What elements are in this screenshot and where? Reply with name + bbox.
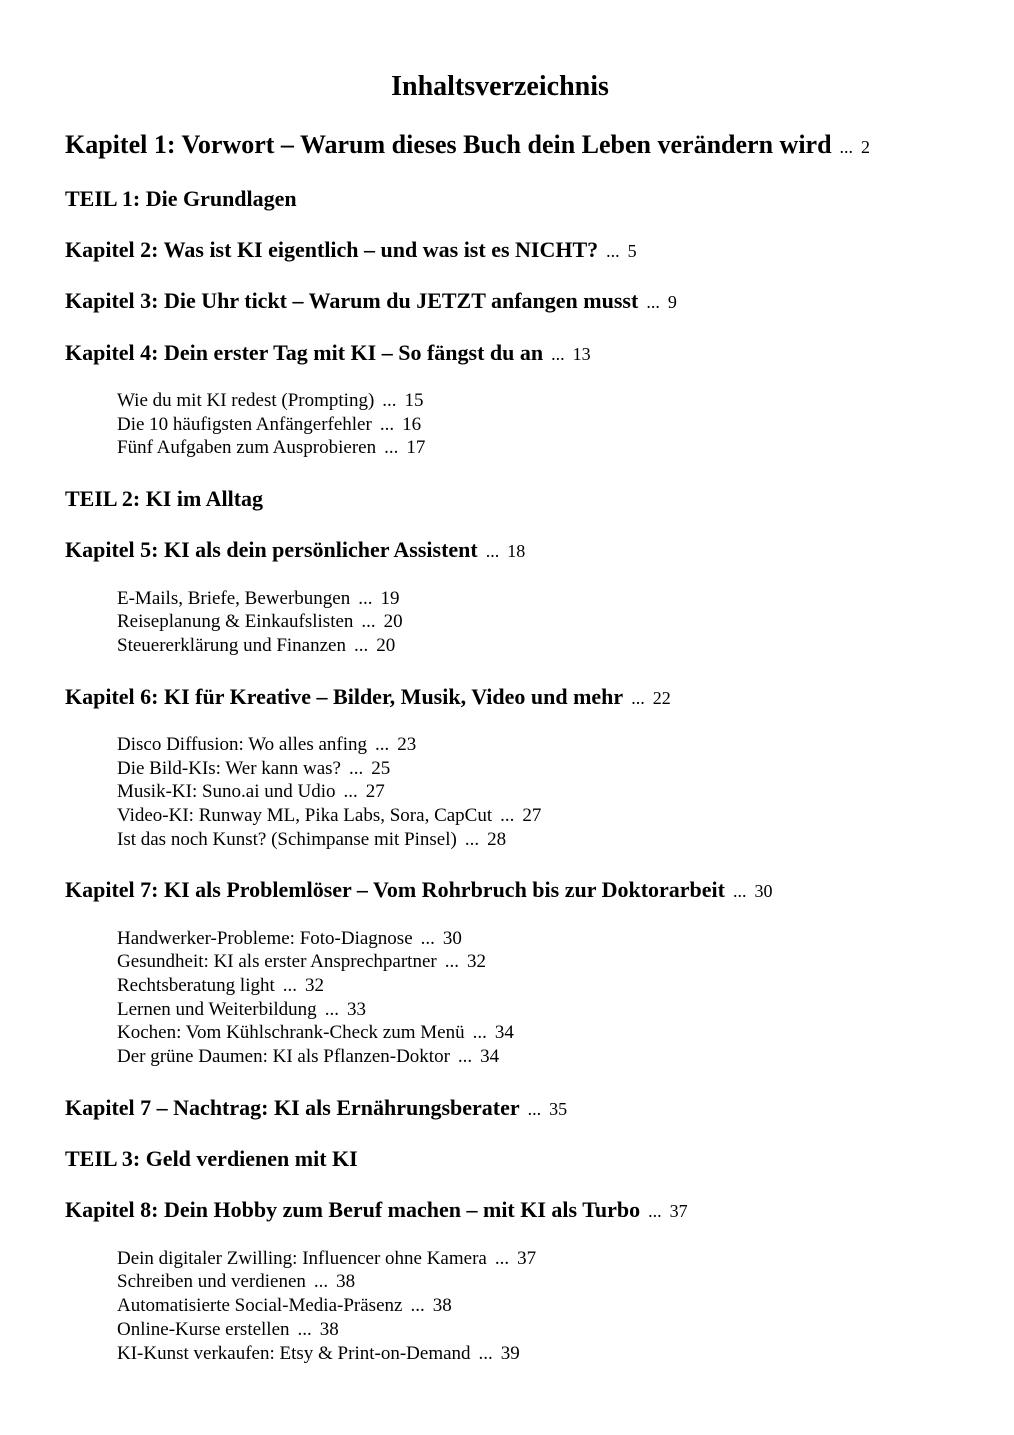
toc-dots: ... xyxy=(361,611,376,632)
toc-entry-label: Kapitel 2: Was ist KI eigentlich – und was ist es NICHT? xyxy=(65,237,599,262)
toc-dots: ... xyxy=(313,1271,329,1292)
toc-subentry-label: Der grüne Daumen: KI als Pflanzen-Doktor xyxy=(117,1046,450,1067)
toc-subentry[interactable] xyxy=(117,1021,514,1045)
toc-subentry-label: Ist das noch Kunst? (Schimpanse mit Pinsel) xyxy=(117,829,457,850)
toc-dots: ... xyxy=(478,1343,493,1364)
toc-entry-chapter-6[interactable] xyxy=(65,683,671,712)
toc-dots: ... xyxy=(282,975,298,996)
toc-entry-label: Kapitel 7: KI als Problemlöser – Vom Rohrbruch bis zur Doktorarbeit xyxy=(65,877,725,902)
toc-dots: ... xyxy=(648,1201,662,1221)
toc-entry-label: Kapitel 8: Dein Hobby zum Beruf machen – mit KI als Turbo xyxy=(65,1197,641,1222)
toc-subentry-label: Kochen: Vom Kühlschrank-Check zum Menü xyxy=(117,1022,465,1043)
toc-subentry-label: Video-KI: Runway ML, Pika Labs, Sora, CapCut xyxy=(117,805,493,826)
toc-entry-label: Kapitel 7 – Nachtrag: KI als Ernährungsberater xyxy=(65,1095,520,1120)
toc-subentry[interactable] xyxy=(117,998,366,1022)
toc-page-number: 20 xyxy=(376,635,396,656)
toc-subentry[interactable] xyxy=(117,927,462,951)
toc-subentry-label: Reiseplanung & Einkaufslisten xyxy=(117,611,354,632)
toc-page-number: 5 xyxy=(627,241,637,261)
toc-page-number: 18 xyxy=(507,541,526,561)
toc-dots: ... xyxy=(457,1046,473,1067)
toc-entry-chapter-7-addendum[interactable] xyxy=(65,1094,567,1123)
toc-entry-chapter-1[interactable] xyxy=(65,129,870,163)
toc-dots: ... xyxy=(420,928,435,949)
toc-subentry[interactable] xyxy=(117,634,395,658)
toc-page-number: 28 xyxy=(487,829,507,850)
toc-subentry[interactable] xyxy=(117,950,486,974)
toc-subentry[interactable] xyxy=(117,413,421,437)
toc-page-number: 37 xyxy=(517,1248,537,1269)
toc-page-number: 33 xyxy=(346,999,366,1020)
toc-dots: ... xyxy=(343,781,358,802)
toc-subentry-label: Handwerker-Probleme: Foto-Diagnose xyxy=(117,928,413,949)
toc-page-number: 22 xyxy=(652,688,671,708)
toc-entry-label: Kapitel 4: Dein erster Tag mit KI – So fängst du an xyxy=(65,340,544,365)
toc-page-number: 20 xyxy=(383,611,403,632)
toc-entry-chapter-3[interactable] xyxy=(65,287,677,316)
toc-dots: ... xyxy=(410,1295,425,1316)
toc-page-number: 38 xyxy=(336,1271,356,1292)
toc-subentry[interactable] xyxy=(117,780,385,804)
toc-dots: ... xyxy=(631,688,645,708)
toc-subentry-label: Online-Kurse erstellen xyxy=(117,1319,290,1340)
toc-subentry-label: Musik-KI: Suno.ai und Udio xyxy=(117,781,336,802)
toc-subentry[interactable] xyxy=(117,804,541,828)
toc-page-number: 16 xyxy=(402,414,422,435)
toc-dots: ... xyxy=(500,805,515,826)
toc-dots: ... xyxy=(348,758,364,779)
toc-entry-chapter-8[interactable] xyxy=(65,1196,688,1225)
toc-dots: ... xyxy=(324,999,339,1020)
page-title: Inhaltsverzeichnis xyxy=(391,71,609,102)
toc-subentry[interactable] xyxy=(117,1270,355,1294)
toc-page-number: 39 xyxy=(500,1343,520,1364)
toc-subentry-label: KI-Kunst verkaufen: Etsy & Print-on-Demand xyxy=(117,1343,471,1364)
toc-subentry[interactable] xyxy=(117,733,416,757)
toc-subentry-label: Die Bild-KIs: Wer kann was? xyxy=(117,758,341,779)
toc-page-number: 27 xyxy=(365,781,385,802)
toc-page-number: 38 xyxy=(319,1319,339,1340)
toc-page-number: 13 xyxy=(572,344,591,364)
toc-part-2-heading: TEIL 2: KI im Alltag xyxy=(65,486,264,511)
toc-dots: ... xyxy=(375,734,390,755)
toc-part-1-heading: TEIL 1: Die Grundlagen xyxy=(65,186,297,211)
toc-subentry-label: Lernen und Weiterbildung xyxy=(117,999,317,1020)
toc-page-number: 27 xyxy=(522,805,542,826)
toc-subentry[interactable] xyxy=(117,587,399,611)
toc-subentry[interactable] xyxy=(117,828,506,852)
toc-page-number: 30 xyxy=(754,881,773,901)
toc-subentry-label: E-Mails, Briefe, Bewerbungen xyxy=(117,588,351,609)
toc-subentry-label: Fünf Aufgaben zum Ausprobieren xyxy=(117,437,377,458)
toc-page-number: 37 xyxy=(669,1201,688,1221)
toc-subentry[interactable] xyxy=(117,1342,520,1366)
toc-page-number: 9 xyxy=(667,292,677,312)
toc-subentry[interactable] xyxy=(117,1294,452,1318)
toc-page-number: 34 xyxy=(494,1022,514,1043)
toc-subentry[interactable] xyxy=(117,1318,339,1342)
toc-dots: ... xyxy=(839,137,854,157)
toc-dots: ... xyxy=(527,1099,542,1119)
toc-page-number: 32 xyxy=(466,951,486,972)
toc-page-number: 35 xyxy=(549,1099,568,1119)
toc-subentry[interactable] xyxy=(117,436,425,460)
toc-page-number: 23 xyxy=(397,734,417,755)
toc-subentry-label: Gesundheit: KI als erster Ansprechpartner xyxy=(117,951,437,972)
toc-entry-chapter-2[interactable] xyxy=(65,236,637,265)
toc-dots: ... xyxy=(472,1022,487,1043)
toc-page-number: 25 xyxy=(371,758,391,779)
toc-subentry-label: Schreiben und verdienen xyxy=(117,1271,306,1292)
toc-entry-label: Kapitel 3: Die Uhr tickt – Warum du JETZT anfangen musst xyxy=(65,288,639,313)
toc-page-number: 30 xyxy=(442,928,462,949)
toc-entry-label: Kapitel 6: KI für Kreative – Bilder, Musik, Video und mehr xyxy=(65,684,624,709)
toc-subentry-label: Automatisierte Social-Media-Präsenz xyxy=(117,1295,403,1316)
toc-entry-chapter-5[interactable] xyxy=(65,536,525,565)
toc-subentry[interactable] xyxy=(117,1045,499,1069)
toc-dots: ... xyxy=(646,292,660,312)
toc-page-number: 34 xyxy=(480,1046,500,1067)
toc-dots: ... xyxy=(297,1319,312,1340)
toc-subentry-label: Disco Diffusion: Wo alles anfing xyxy=(117,734,368,755)
toc-dots: ... xyxy=(485,541,500,561)
toc-subentry-label: Wie du mit KI redest (Prompting) xyxy=(117,390,375,411)
toc-subentry[interactable] xyxy=(117,757,390,781)
toc-dots: ... xyxy=(733,881,747,901)
toc-subentry[interactable] xyxy=(117,974,324,998)
toc-dots: ... xyxy=(382,390,397,411)
toc-dots: ... xyxy=(464,829,480,850)
toc-page-number: 17 xyxy=(406,437,426,458)
toc-dots: ... xyxy=(353,635,369,656)
toc-dots: ... xyxy=(379,414,395,435)
toc-dots: ... xyxy=(494,1248,510,1269)
toc-page-number: 19 xyxy=(380,588,400,609)
toc-page-number: 2 xyxy=(861,137,871,157)
toc-subentry-label: Dein digitaler Zwilling: Influencer ohne Kamera xyxy=(117,1248,487,1269)
toc-subentry-label: Die 10 häufigsten Anfängerfehler xyxy=(117,414,372,435)
toc-entry-label: Kapitel 5: KI als dein persönlicher Assistent xyxy=(65,537,478,562)
toc-page-number: 32 xyxy=(305,975,325,996)
toc-part-3-heading: TEIL 3: Geld verdienen mit KI xyxy=(65,1146,358,1171)
toc-dots: ... xyxy=(358,588,373,609)
toc-subentry-label: Steuererklärung und Finanzen xyxy=(117,635,346,656)
toc-page-number: 38 xyxy=(432,1295,452,1316)
toc-dots: ... xyxy=(551,344,565,364)
toc-subentry[interactable] xyxy=(117,610,403,634)
toc-dots: ... xyxy=(384,437,399,458)
toc-entry-chapter-7[interactable] xyxy=(65,876,773,905)
toc-subentry[interactable] xyxy=(117,1247,536,1271)
toc-page-number: 15 xyxy=(404,390,424,411)
toc-dots: ... xyxy=(444,951,459,972)
toc-subentry-label: Rechtsberatung light xyxy=(117,975,275,996)
toc-subentry[interactable] xyxy=(117,389,424,413)
toc-entry-chapter-4[interactable] xyxy=(65,339,591,368)
toc-dots: ... xyxy=(606,241,620,261)
toc-entry-label: Kapitel 1: Vorwort – Warum dieses Buch dein Leben verändern wird xyxy=(65,130,832,159)
